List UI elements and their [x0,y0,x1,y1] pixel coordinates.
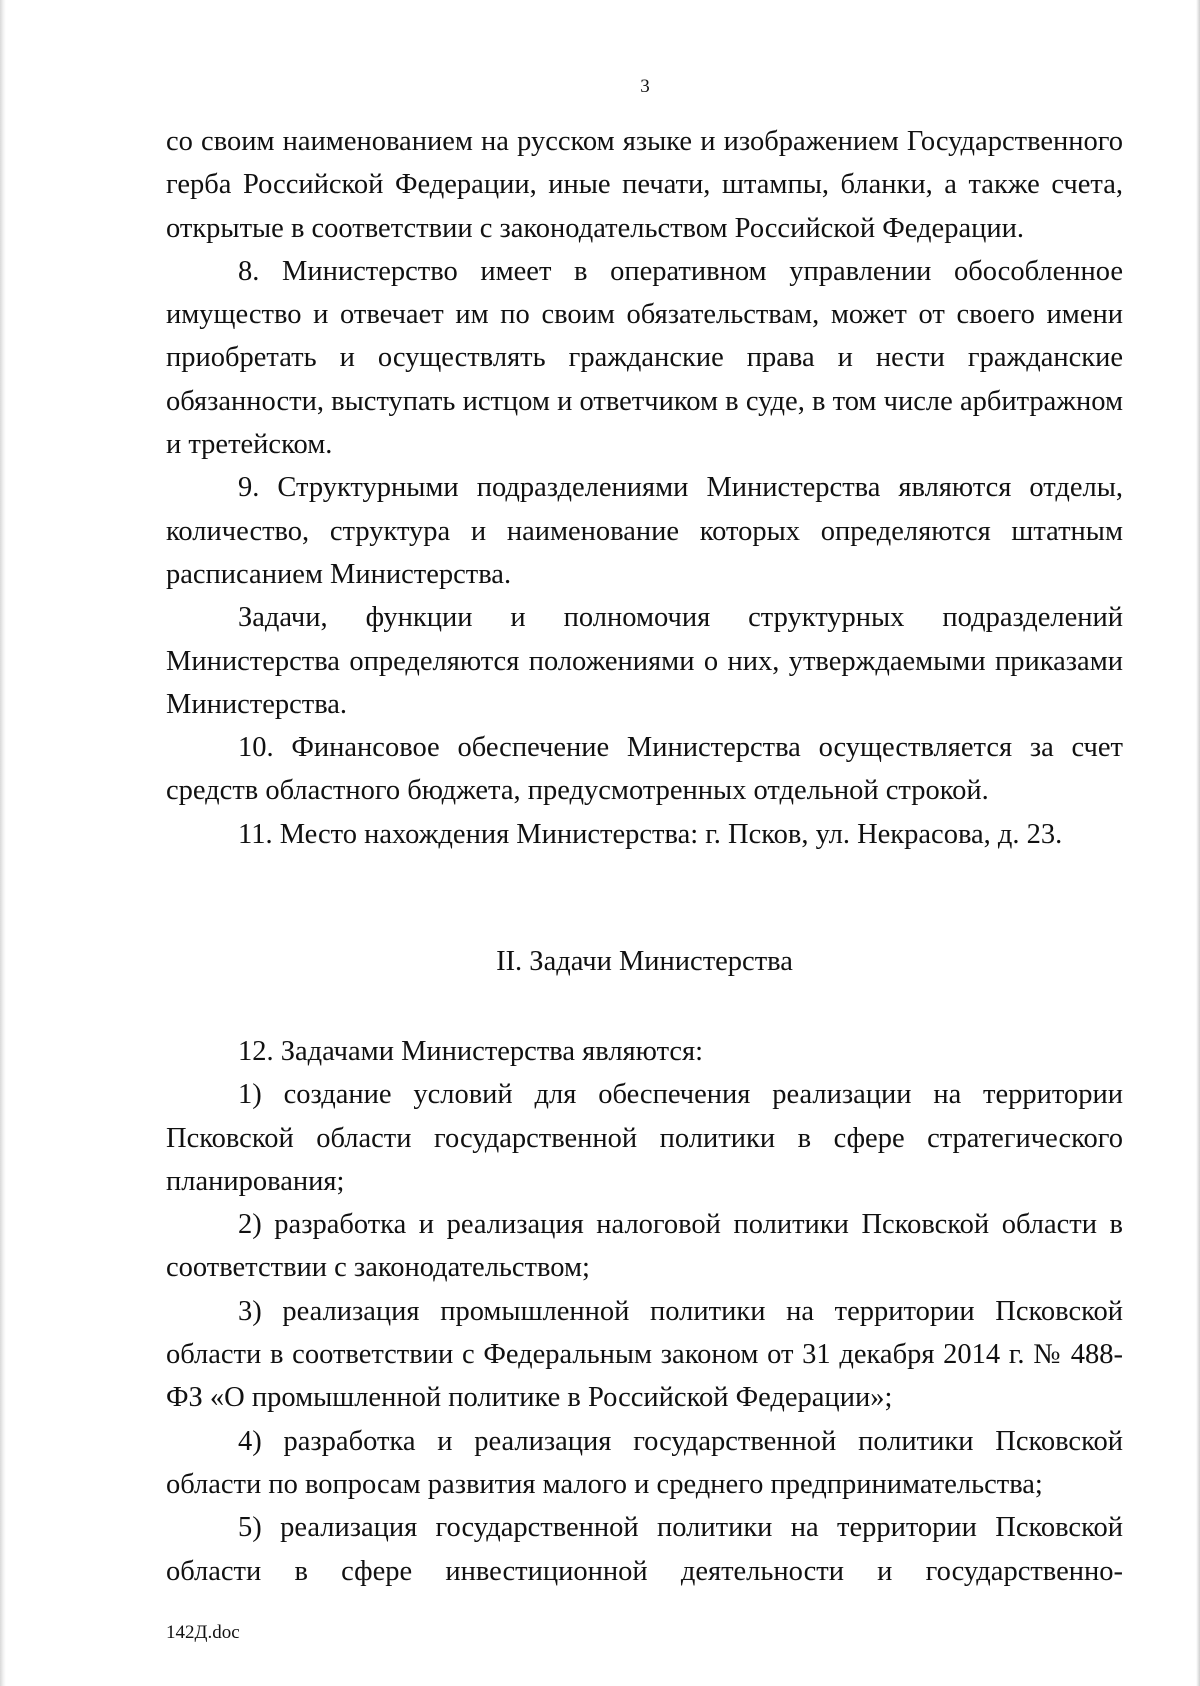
paragraph-continuation: со своим наименованием на русском языке и изображением Государственного герба Российской Федерации, иные печати, штампы, бланки, а также счета, открытые в соответствии с законодательством Российской Федерации. [166,126,1123,244]
task-item-4: 4) разработка и реализация государственной политики Псковской области по вопросам развития малого и среднего предпринимательства; [166,1425,1123,1500]
task-item-3: 3) реализация промышленной политики на территории Псковской области в соответствии с Федеральным законом от 31 декабря 2014 г. № 488-ФЗ «О промышленной политике в Российской Федерации»; [166,1295,1123,1414]
paragraph-12: 12. Задачами Министерства являются: [238,1036,704,1067]
task-item-1: 1) создание условий для обеспечения реализации на территории Псковской области государственной политики в сфере стратегического планирования; [166,1079,1123,1197]
scan-edge-right [1196,0,1200,1686]
paragraph-8: 8. Министерство имеет в оперативном управлении обособленное имущество и отвечает им по своим обязательствам, может от своего имени приобретать и осуществлять гражданские права и нести гражданские обязанности, выступать истцом и ответчиком в суде, в том числе арбитражном и третейском. [166,255,1123,461]
paragraph-11: 11. Место нахождения Министерства: г. Псков, ул. Некрасова, д. 23. [238,818,1063,850]
document-body-bottom [166,1030,1123,1593]
task-item-5: 5) реализация государственной политики на территории Псковской области в сфере инвестиционной деятельности и государственно- [166,1512,1123,1587]
section-heading: II. Задачи Министерства [496,946,793,977]
footer-filename: 142Д.doc [166,1622,240,1643]
document-body-top [166,120,1123,856]
paragraph-9-tasks: Задачи, функции и полномочия структурных подразделений Министерства определяются положениями о них, утверждаемыми приказами Министерства. [166,602,1123,720]
paragraph-10: 10. Финансовое обеспечение Министерства осуществляется за счет средств областного бюджета, предусмотренных отдельной строкой. [166,732,1123,807]
task-item-2: 2) разработка и реализация налоговой политики Псковской области в соответствии с законодательством; [166,1209,1123,1284]
scan-edge-left [0,0,6,1686]
paragraph-9: 9. Структурными подразделениями Министерства являются отделы, количество, структура и наименование которых определяются штатным расписанием Министерства. [166,472,1123,590]
page-number: 3 [640,76,650,97]
